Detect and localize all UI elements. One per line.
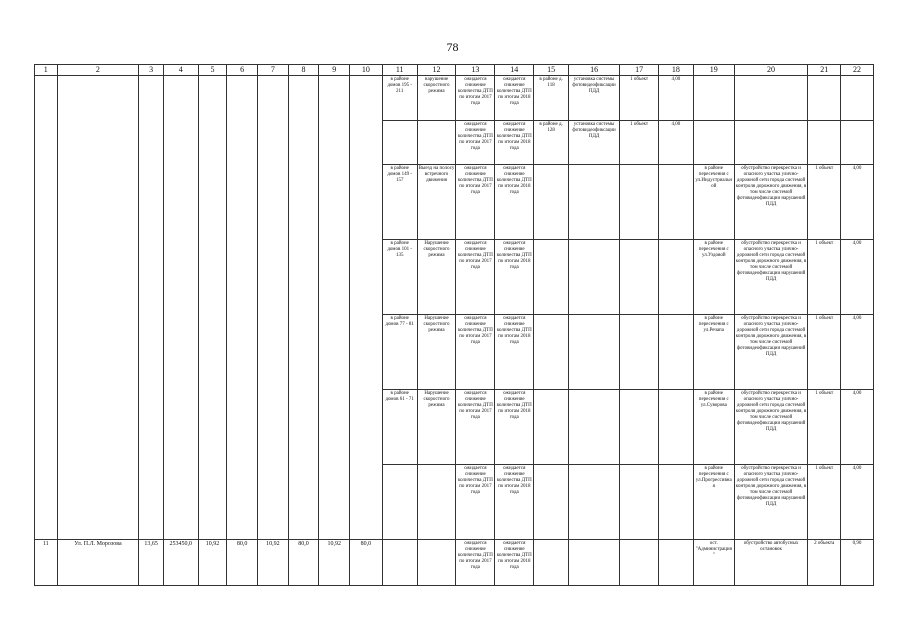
cell: ожидается снижение количества ДТП по итогам 2018 года bbox=[495, 540, 534, 586]
cell bbox=[841, 76, 874, 121]
cell: в районе пересечения с ул.Прогрессивная bbox=[693, 465, 734, 540]
cell: ожидается снижение количества ДТП по итогам 2017 года bbox=[456, 465, 495, 540]
header-cell: 1 bbox=[35, 65, 58, 76]
cell: обустройство перекрестка и опасного участка улично-дорожной сети города системой контроля дорожного движения, в том числе системой фотовидеофиксации нарушений ПДД bbox=[734, 240, 808, 315]
cell: в районе пересечения с ул.Суворова bbox=[693, 390, 734, 465]
cell: в районе домов 61 - 71 bbox=[382, 390, 417, 465]
cell bbox=[620, 390, 659, 465]
cell: установка системы фотовидеофиксации ПДД bbox=[568, 121, 619, 165]
cell: 4,00 bbox=[841, 240, 874, 315]
header-cell: 21 bbox=[808, 65, 841, 76]
cell bbox=[417, 540, 456, 586]
cell bbox=[319, 76, 350, 540]
header-cell: 15 bbox=[534, 65, 569, 76]
cell bbox=[620, 315, 659, 390]
cell: 1 объект bbox=[620, 121, 659, 165]
cell bbox=[534, 465, 569, 540]
cell: ожидается снижение количества ДТП по итогам 2018 года bbox=[495, 165, 534, 240]
cell bbox=[620, 540, 659, 586]
cell: 1 объект bbox=[808, 465, 841, 540]
cell bbox=[841, 121, 874, 165]
cell: 253450,0 bbox=[163, 540, 198, 586]
cell: ожидается снижение количества ДТП по итогам 2017 года bbox=[456, 76, 495, 121]
cell: 80,0 bbox=[350, 540, 383, 586]
cell bbox=[734, 121, 808, 165]
cell: ожидается снижение количества ДТП по итогам 2017 года bbox=[456, 240, 495, 315]
cell: в районе пересечения с ул.Уздовой bbox=[693, 240, 734, 315]
cell bbox=[620, 465, 659, 540]
cell: 80,0 bbox=[227, 540, 258, 586]
cell: 4,00 bbox=[841, 315, 874, 390]
cell bbox=[417, 465, 456, 540]
table-row bbox=[35, 76, 874, 121]
cell: ожидается снижение количества ДТП по итогам 2018 года bbox=[495, 315, 534, 390]
cell: 11 bbox=[35, 540, 58, 586]
cell: обустройство перекрестка и опасного участка улично-дорожной сети города системой контроля дорожного движения, в том числе системой фотовидеофиксации нарушений ПДД bbox=[734, 165, 808, 240]
cell: в районе домов 149 - 157 bbox=[382, 165, 417, 240]
header-cell: 13 bbox=[456, 65, 495, 76]
header-cell: 2 bbox=[57, 65, 139, 76]
header-cell: 17 bbox=[620, 65, 659, 76]
cell bbox=[350, 76, 383, 540]
cell bbox=[227, 76, 258, 540]
cell: ожидается снижение количества ДТП по итогам 2017 года bbox=[456, 165, 495, 240]
cell: ост. "Администрация" bbox=[693, 540, 734, 586]
header-cell: 18 bbox=[659, 65, 694, 76]
cell bbox=[534, 540, 569, 586]
cell: в районе домов 101 - 135 bbox=[382, 240, 417, 315]
cell bbox=[57, 76, 139, 540]
cell: 0,90 bbox=[841, 540, 874, 586]
cell: обустройство перекрестка и опасного участка улично-дорожной сети города системой контроля дорожного движения, в том числе системой фотовидеофиксации нарушений ПДД bbox=[734, 465, 808, 540]
cell: 1 объект bbox=[808, 390, 841, 465]
cell: ожидается снижение количества ДТП по итогам 2017 года bbox=[456, 121, 495, 165]
cell: 10,92 bbox=[319, 540, 350, 586]
cell bbox=[382, 121, 417, 165]
cell bbox=[620, 240, 659, 315]
cell: 4,00 bbox=[841, 165, 874, 240]
cell: ожидается снижение количества ДТП по итогам 2018 года bbox=[495, 240, 534, 315]
table-row bbox=[35, 540, 874, 586]
cell bbox=[534, 165, 569, 240]
cell bbox=[258, 76, 289, 540]
header-cell: 22 bbox=[841, 65, 874, 76]
cell bbox=[568, 540, 619, 586]
cell: установка системы фотовидеофиксации ПДД bbox=[568, 76, 619, 121]
cell bbox=[534, 315, 569, 390]
cell bbox=[568, 315, 619, 390]
cell: в районе домов 195 - 211 bbox=[382, 76, 417, 121]
cell: 80,0 bbox=[288, 540, 319, 586]
cell bbox=[659, 465, 694, 540]
header-cell: 7 bbox=[258, 65, 289, 76]
cell: в районе пересечения с ул.Индустриальной bbox=[693, 165, 734, 240]
cell: в районе д. 118 bbox=[534, 76, 569, 121]
cell: 10,92 bbox=[198, 540, 227, 586]
header-row bbox=[35, 65, 874, 76]
header-cell: 10 bbox=[350, 65, 383, 76]
cell bbox=[382, 540, 417, 586]
cell: 1 объект bbox=[808, 240, 841, 315]
cell: нарушение скоростного режима bbox=[417, 76, 456, 121]
header-cell: 3 bbox=[139, 65, 164, 76]
cell bbox=[198, 76, 227, 540]
cell: ожидается снижение количества ДТП по итогам 2018 года bbox=[495, 76, 534, 121]
cell bbox=[568, 165, 619, 240]
cell: 4,00 bbox=[841, 390, 874, 465]
cell bbox=[139, 76, 164, 540]
cell: 4,00 bbox=[659, 76, 694, 121]
cell: обустройство автобусных остановок bbox=[734, 540, 808, 586]
cell bbox=[568, 390, 619, 465]
cell bbox=[620, 165, 659, 240]
cell: в районе д. 128 bbox=[534, 121, 569, 165]
cell: Нарушение скоростного режима bbox=[417, 390, 456, 465]
cell: 4,00 bbox=[841, 465, 874, 540]
cell bbox=[568, 465, 619, 540]
cell: ожидается снижение количества ДТП по итогам 2018 года bbox=[495, 390, 534, 465]
cell: ожидается снижение количества ДТП по итогам 2017 года bbox=[456, 390, 495, 465]
cell: Нарушение скоростного режима bbox=[417, 240, 456, 315]
cell: 1 объект bbox=[808, 315, 841, 390]
cell bbox=[534, 390, 569, 465]
header-cell: 20 bbox=[734, 65, 808, 76]
cell bbox=[659, 240, 694, 315]
header-cell: 19 bbox=[693, 65, 734, 76]
cell: обустройство перекрестка и опасного участка улично-дорожной сети города системой контроля дорожного движения, в том числе системой фотовидеофиксации нарушений ПДД bbox=[734, 315, 808, 390]
cell: Выезд на полосу встречного движения bbox=[417, 165, 456, 240]
header-cell: 14 bbox=[495, 65, 534, 76]
cell: 2 объекта bbox=[808, 540, 841, 586]
cell: Нарушение скоростного режима bbox=[417, 315, 456, 390]
header-cell: 6 bbox=[227, 65, 258, 76]
cell: 1 объект bbox=[620, 76, 659, 121]
cell bbox=[382, 465, 417, 540]
page-number: 78 bbox=[446, 40, 459, 54]
cell: 10,92 bbox=[258, 540, 289, 586]
cell bbox=[659, 540, 694, 586]
cell bbox=[808, 121, 841, 165]
cell: в районе домов 77 - 81 bbox=[382, 315, 417, 390]
cell bbox=[808, 76, 841, 121]
header-cell: 11 bbox=[382, 65, 417, 76]
cell: ожидается снижение количества ДТП по итогам 2018 года bbox=[495, 121, 534, 165]
cell bbox=[417, 121, 456, 165]
cell: обустройство перекрестка и опасного участка улично-дорожной сети города системой контроля дорожного движения, в том числе системой фотовидеофиксации нарушений ПДД bbox=[734, 390, 808, 465]
cell: в районе пересечения с ул.Речапа bbox=[693, 315, 734, 390]
cell: 1 объект bbox=[808, 165, 841, 240]
cell bbox=[568, 240, 619, 315]
cell: 4,00 bbox=[659, 121, 694, 165]
cell: ожидается снижение количества ДТП по итогам 2017 года bbox=[456, 540, 495, 586]
cell bbox=[693, 76, 734, 121]
cell: ожидается снижение количества ДТП по итогам 2017 года bbox=[456, 315, 495, 390]
cell bbox=[659, 165, 694, 240]
header-cell: 9 bbox=[319, 65, 350, 76]
cell bbox=[288, 76, 319, 540]
header-cell: 8 bbox=[288, 65, 319, 76]
cell bbox=[163, 76, 198, 540]
header-cell: 5 bbox=[198, 65, 227, 76]
cell: ожидается снижение количества ДТП по итогам 2018 года bbox=[495, 465, 534, 540]
cell: 13,65 bbox=[139, 540, 164, 586]
cell bbox=[734, 76, 808, 121]
cell bbox=[659, 315, 694, 390]
cell bbox=[534, 240, 569, 315]
cell: Ул. П.Л. Морозова bbox=[57, 540, 139, 586]
cell bbox=[693, 121, 734, 165]
header-cell: 12 bbox=[417, 65, 456, 76]
data-table bbox=[34, 64, 874, 586]
cell bbox=[35, 76, 58, 540]
header-cell: 16 bbox=[568, 65, 619, 76]
header-cell: 4 bbox=[163, 65, 198, 76]
cell bbox=[659, 390, 694, 465]
